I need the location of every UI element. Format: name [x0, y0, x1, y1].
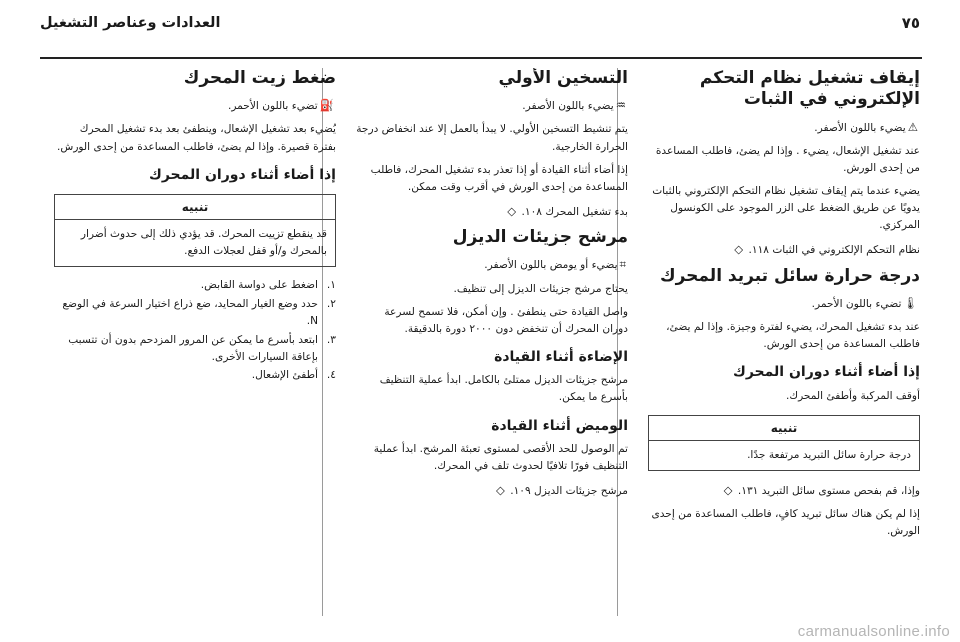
paragraph: ⚠يضيء باللون الأصفر. [648, 118, 920, 137]
paragraph: ⌗يضيء أو يومض باللون الأصفر. [356, 255, 628, 274]
column-right [648, 68, 920, 616]
cross-reference: وإذا، قم بفحص مستوى سائل التبريد ١٣١. ◇ [648, 481, 920, 500]
list-item: ٣. ابتعد بأسرع ما يمكن عن المرور المزدحم بدون أن تتسبب بإعاقة السيارات الأخرى. [68, 333, 336, 363]
page-title: العدادات وعناصر التشغيل [40, 15, 221, 31]
paragraph: واصل القيادة حتى ينطفئ . وإن أمكن، فلا تسمح لسرعة دوران المحرك أن تنخفض دون ٢٠٠٠ دورة بالدقيقة. [384, 305, 628, 335]
list-item: ١. اضغط على دواسة القابض. [200, 278, 336, 291]
paragraph: ♒يضيء باللون الأصفر. [356, 96, 628, 115]
cross-reference: نظام التحكم الإلكتروني في الثبات ١١٨. ◇ [648, 240, 920, 259]
section-title-oil-pressure: ضغط زيت المحرك [183, 68, 336, 88]
column-middle [356, 68, 628, 616]
page-header [40, 8, 920, 38]
steps-list [54, 277, 336, 385]
header-rule [40, 57, 922, 59]
subsection-title: الوميض أثناء القيادة [491, 417, 628, 434]
watermark: carmanualsonline.info [797, 623, 950, 640]
diesel-particle-filter-icon: ⌗ [619, 257, 626, 272]
paragraph: يضيء عندما يتم إيقاف تشغيل نظام التحكم الإلكتروني بالثبات يدويًا عن طريق الضغط على الزر الموجود على الكونسول المركزي. [652, 184, 920, 232]
glow-plug-icon: ♒ [615, 98, 626, 113]
paragraph: يحتاج مرشح جزيئات الديزل إلى تنظيف. [453, 282, 628, 295]
paragraph: 🌡تضيء باللون الأحمر. [648, 294, 920, 313]
reference-arrow-icon: ◇ [507, 204, 517, 219]
list-item: ٤. أطفئ الإشعال. [251, 369, 336, 382]
oil-pressure-icon: ⛽ [319, 98, 334, 113]
cross-reference: مرشح جزيئات الديزل ١٠٩. ◇ [356, 481, 628, 500]
paragraph: مرشح جزيئات الديزل ممتلئ بالكامل. ابدأ عملية التنظيف بأسرع ما يمكن. [379, 374, 628, 404]
notice-heading: تنبيه [55, 195, 335, 220]
paragraph: عند تشغيل الإشعال، يضيء . وإذا لم يضئ، فاطلب المساعدة من إحدى الورش. [655, 144, 920, 174]
paragraph: تم الوصول للحد الأقصى لمستوى تعبئة المرشح. ابدأ عملية التنظيف فورًا تلافيًا لحدوث تلف في المحرك. [373, 442, 628, 472]
subsection-title: الإضاءة أثناء القيادة [494, 349, 628, 366]
list-item: ٢. حدد وضع الغيار المحايد، ضع ذراع اختيار السرعة في الوضع N. [62, 297, 336, 327]
paragraph: أوقف المركبة وأطفئ المحرك. [785, 389, 920, 402]
paragraph: عند بدء تشغيل المحرك، يضيء لفترة وجيزة. وإذا لم يضئ، فاطلب المساعدة من إحدى الورش. [666, 321, 920, 351]
paragraph: إذا أضاء أثناء القيادة أو إذا تعذر بدء تشغيل المحرك، فاطلب المساعدة من إحدى الورش في أقرب وقت ممكن. [370, 163, 628, 193]
notice-heading: تنبيه [649, 416, 919, 441]
section-title-coolant: درجة حرارة سائل تبريد المحرك [660, 265, 920, 286]
section-title-preheating: التسخين الأولي [498, 68, 628, 88]
notice-text: درجة حرارة سائل التبريد مرتفعة جدًا. [747, 448, 911, 461]
paragraph: إذا لم يكن هناك سائل تبريد كافٍ، فاطلب المساعدة من إحدى الورش. [651, 507, 920, 537]
reference-arrow-icon: ◇ [734, 242, 744, 257]
paragraph: ⛽تضيء باللون الأحمر. [54, 96, 336, 115]
subsection-title: إذا أضاء أثناء دوران المحرك [733, 364, 920, 381]
notice-text: قد ينقطع تزييت المحرك. قد يؤدي ذلك إلى حدوث أضرار بالمحرك و/أو قفل لعجلات الدفع. [80, 227, 327, 257]
coolant-temperature-icon: 🌡 [903, 295, 918, 310]
section-title-dpf: مرشح جزيئات الديزل [452, 227, 628, 248]
reference-arrow-icon: ◇ [496, 483, 505, 498]
notice-box [54, 194, 336, 267]
reference-arrow-icon: ◇ [723, 482, 733, 497]
notice-box [648, 415, 920, 471]
subsection-title: إذا أضاء أثناء دوران المحرك [149, 166, 336, 183]
esc-off-icon: ⚠ [907, 119, 918, 134]
section-title-esc-off: إيقاف تشغيل نظام التحكم الإلكتروني في الثبات [699, 68, 920, 110]
cross-reference: بدء تشغيل المحرك ١٠٨. ◇ [356, 202, 628, 221]
page-number: ٧٥ [901, 14, 920, 32]
paragraph: يُضيء بعد تشغيل الإشعال، وينطفئ بعد بدء تشغيل المحرك بفترة قصيرة. وإذا لم يضئ، فاطلب المساعدة من إحدى الورش. [57, 123, 336, 153]
column-left [54, 68, 336, 616]
paragraph: يتم تنشيط التسخين الأولي. لا يبدأ بالعمل إلا عند انخفاض درجة الحرارة الخارجية. [356, 123, 628, 153]
